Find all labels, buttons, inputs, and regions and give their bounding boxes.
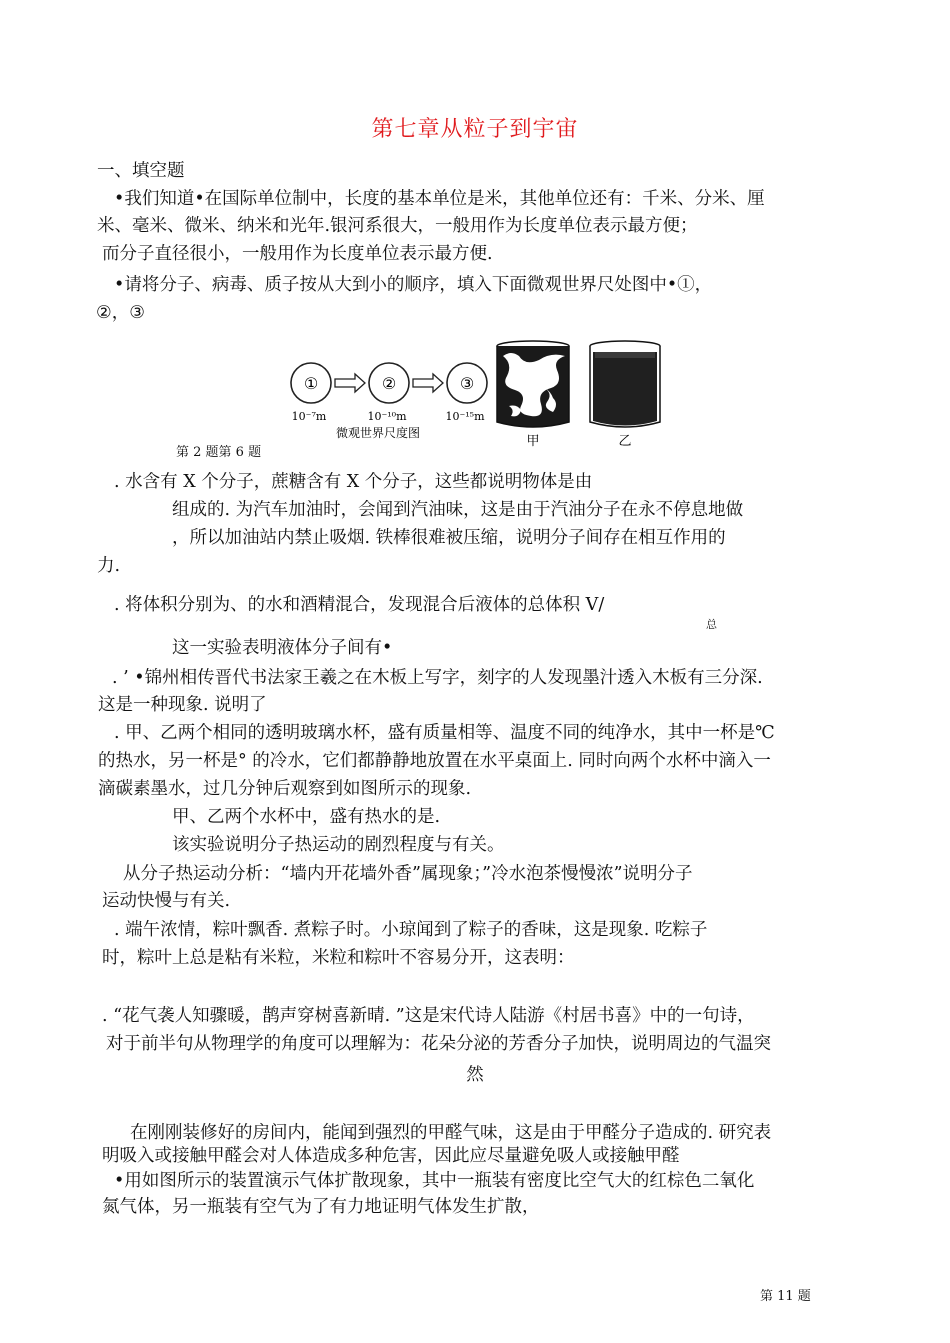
scale-value-3: 10⁻¹⁵m bbox=[445, 410, 485, 423]
scale-circle-1-label: ① bbox=[303, 374, 319, 393]
figure-caption: 第 2 题第 6 题 bbox=[176, 445, 262, 460]
question-8-line-2: 时，粽叶上总是粘有米粒，米粒和粽叶不容易分开，这表明： bbox=[102, 948, 575, 968]
question-10-line-2: 明吸入或接触甲醛会对人体造成多种危害，因此应尽量避免吸人或接触甲醛 bbox=[102, 1146, 680, 1166]
subscript-total: 总 bbox=[706, 618, 717, 631]
scale-value-1: 10⁻⁷m bbox=[291, 410, 327, 423]
question-9-line-3: 然 bbox=[466, 1065, 484, 1085]
question-11-line-1: •用如图所示的装置演示气体扩散现象，其中一瓶装有密度比空气大的红棕色二氧化 bbox=[114, 1171, 755, 1191]
scale-circle-3-label: ③ bbox=[459, 374, 475, 393]
cup-jia-label: 甲 bbox=[526, 434, 540, 449]
question-8-line-1: . 端午浓情，粽叶飘香. 煮粽子时。小琼闻到了粽子的香味，这是现象. 吃粽子 bbox=[114, 920, 708, 940]
cup-jia bbox=[497, 341, 569, 449]
question-2-line-2: ②，③ bbox=[96, 303, 145, 323]
footer-label: 第 11 题 bbox=[760, 1289, 811, 1304]
cup-yi-label: 乙 bbox=[618, 434, 632, 449]
page-title: 第七章从粒子到宇宙 bbox=[371, 117, 579, 142]
question-3-line-2: 组成的. 为汽车加油时，会闻到汽油味，这是由于汽油分子在永不停息地做 bbox=[172, 500, 744, 520]
question-1-line-2: 米、毫米、微米、纳米和光年.银河系很大，一般用作为长度单位表示最方便； bbox=[97, 216, 698, 236]
question-7-line-2: 运动快慢与有关. bbox=[102, 891, 231, 911]
figure bbox=[283, 336, 663, 466]
question-5-line-1: . ’ •锦州相传晋代书法家王羲之在木板上写字，刻字的人发现墨汁透入木板有三分深. bbox=[112, 668, 763, 688]
question-9-line-1: . “花气袭人知骤暖，鹊声穿树喜新晴. ”这是宋代诗人陆游《村居书喜》中的一句诗， bbox=[102, 1006, 755, 1026]
scale-diagram bbox=[291, 363, 487, 440]
arrow-right-icon bbox=[413, 374, 443, 392]
question-3-line-1: . 水含有 X 个分子，蔗糖含有 X 个分子，这些都说明物体是由 bbox=[114, 472, 593, 492]
question-5-line-2: 这是一种现象. 说明了 bbox=[98, 695, 267, 715]
question-4-line-2: 这一实验表明液体分子间有• bbox=[172, 638, 393, 658]
question-7-line-1: 从分子热运动分析：“墙内开花墙外香”属现象；”冷水泡茶慢慢浓”说明分子 bbox=[123, 864, 693, 884]
arrow-right-icon bbox=[335, 374, 365, 392]
scale-circle-2-label: ② bbox=[381, 374, 397, 393]
question-9-line-2: 对于前半句从物理学的角度可以理解为：花朵分泌的芳香分子加快，说明周边的气温突 bbox=[106, 1034, 771, 1054]
question-10-line-1: 在刚刚装修好的房间内，能闻到强烈的甲醛气味，这是由于甲醛分子造成的. 研究表 bbox=[130, 1123, 772, 1143]
scale-value-2: 10⁻¹⁰m bbox=[367, 410, 407, 423]
question-6-line-5: 该实验说明分子热运动的剧烈程度与有关。 bbox=[172, 835, 505, 855]
section-heading: 一、填空题 bbox=[97, 161, 185, 181]
question-2-line-1: •请将分子、病毒、质子按从大到小的顺序，填入下面微观世界尺处图中•①， bbox=[114, 275, 713, 295]
scale-caption: 微观世界尺度图 bbox=[335, 426, 421, 440]
cup-yi bbox=[590, 341, 660, 449]
question-6-line-3: 滴碳素墨水，过几分钟后观察到如图所示的现象. bbox=[98, 779, 472, 799]
question-6-line-1: . 甲、乙两个相同的透明玻璃水杯，盛有质量相等、温度不同的纯净水，其中一杯是℃ bbox=[114, 723, 775, 743]
question-4-line-1: . 将体积分别为、的水和酒精混合，发现混合后液体的总体积 V/ bbox=[114, 595, 605, 615]
question-3-line-4: 力. bbox=[97, 556, 121, 576]
question-1-line-1: •我们知道•在国际单位制中，长度的基本单位是米，其他单位还有：千米、分米、厘 bbox=[114, 189, 765, 209]
question-6-line-2: 的热水，另一杯是° 的冷水，它们都静静地放置在水平桌面上. 同时向两个水杯中滴入一 bbox=[98, 751, 771, 771]
question-6-line-4: 甲、乙两个水杯中，盛有热水的是. bbox=[172, 807, 441, 827]
question-1-line-3: 而分子直径很小，一般用作为长度单位表示最方便. bbox=[102, 244, 493, 264]
question-3-line-3: ，所以加油站内禁止吸烟. 铁棒很难被压缩，说明分子间存在相互作用的 bbox=[172, 528, 726, 548]
question-11-line-2: 氮气体，另一瓶装有空气为了有力地证明气体发生扩散， bbox=[102, 1197, 540, 1217]
